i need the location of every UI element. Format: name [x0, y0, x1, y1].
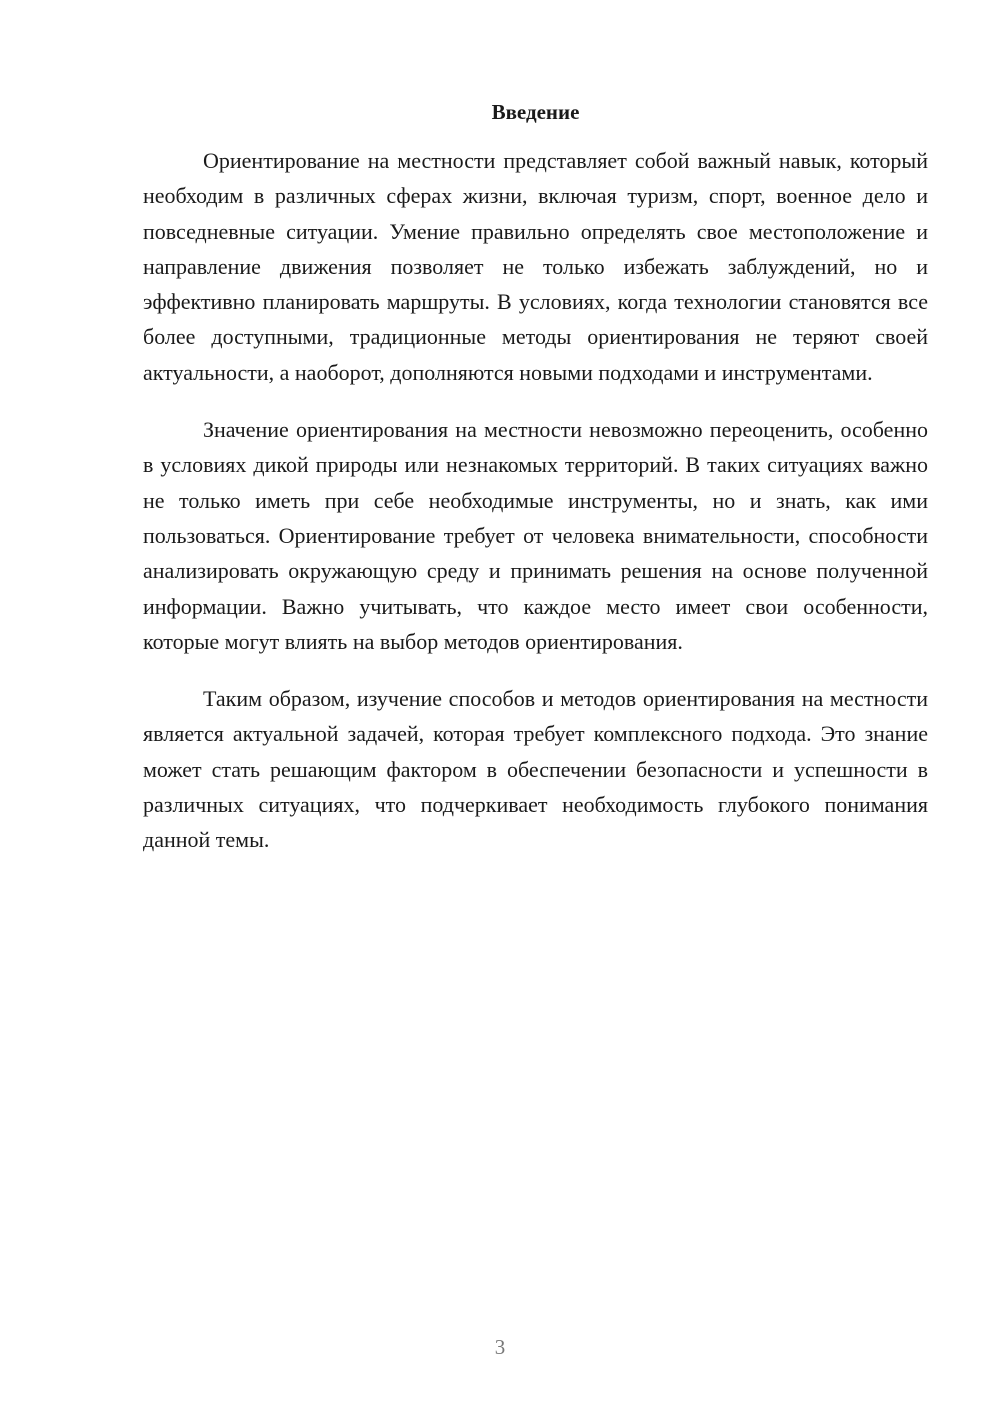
- paragraph-1: Ориентирование на местности представляет собой важный навык, который необходим в различных сферах жизни, включая туризм, спорт, военное дело и повседневные ситуации. Умение правильно определять свое местоположение и направление движения позволяет не только избежать заблуждений, но и эффективно планировать маршруты. В условиях, когда технологии становятся все более доступными, традиционные методы ориентирования не теряют своей актуальности, а наоборот, дополняются новыми подходами и инструментами.: [143, 148, 928, 385]
- page-number: 3: [494, 1335, 506, 1359]
- paragraph-2: Значение ориентирования на местности невозможно переоценить, особенно в условиях дикой природы или незнакомых территорий. В таких ситуациях важно не только иметь при себе необходимые инструменты, но и знать, как ими пользоваться. Ориентирование требует от человека внимательности, способности анализировать окружающую среду и принимать решения на основе полученной информации. Важно учитывать, что каждое место имеет свои особенности, которые могут влиять на выбор методов ориентирования.: [143, 417, 928, 654]
- body-text: [143, 143, 928, 880]
- paragraph-3: Таким образом, изучение способов и методов ориентирования на местности является актуальной задачей, которая требует комплексного подхода. Это знание может стать решающим фактором в обеспечении безопасности и успешности в различных ситуациях, что подчеркивает необходимость глубокого понимания данной темы.: [143, 686, 928, 853]
- section-heading: Введение: [491, 100, 580, 124]
